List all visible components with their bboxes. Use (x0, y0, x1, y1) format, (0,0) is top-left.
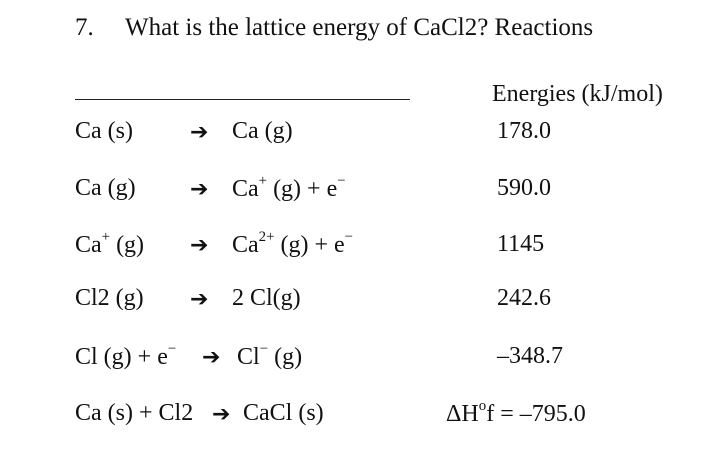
row-5-product: Cl− (g) (237, 340, 303, 370)
row-2-energy: 590.0 (497, 175, 551, 201)
row-4-energy: 242.6 (497, 285, 551, 311)
row-4-product: 2 Cl(g) (232, 285, 301, 311)
row-3-reactant: Ca+ (g) (75, 228, 145, 258)
row-2-arrow-icon: ➔ (190, 177, 209, 202)
row-1-energy: 178.0 (497, 118, 551, 144)
row-3-product: $Ca^{2+}$ (g) + e− (232, 228, 354, 258)
question-number: 7. (75, 14, 94, 41)
row-5-energy: –348.7 (497, 343, 563, 369)
row-4-reactant: Cl2 (g) (75, 285, 144, 311)
row-4-arrow-icon: ➔ (190, 287, 209, 312)
row-2-reactant: Ca (g) (75, 175, 136, 201)
row-1-arrow-icon: ➔ (190, 120, 209, 145)
row-2-product: Ca+ (g) + e− (232, 172, 346, 202)
row-3-energy: 1145 (497, 231, 545, 257)
header-divider (75, 99, 410, 100)
row-6-energy: $\Delta H^of = -795.0$ (446, 397, 586, 427)
row-1-reactant: Ca (s) (75, 118, 133, 144)
row-1-product: Ca (g) (232, 118, 293, 144)
row-6-arrow-icon: ➔ (212, 402, 231, 427)
energies-column-header: Energies (kJ/mol) (492, 81, 663, 107)
row-6-reactant: Ca (s) + Cl2 (75, 400, 194, 426)
row-6-product: CaCl (s) (243, 400, 324, 426)
row-5-reactant: Cl (g) + e− (75, 340, 177, 370)
question-text: What is the lattice energy of CaCl2? Reactions (125, 14, 594, 41)
row-3-arrow-icon: ➔ (190, 233, 209, 258)
row-5-arrow-icon: ➔ (202, 345, 221, 370)
